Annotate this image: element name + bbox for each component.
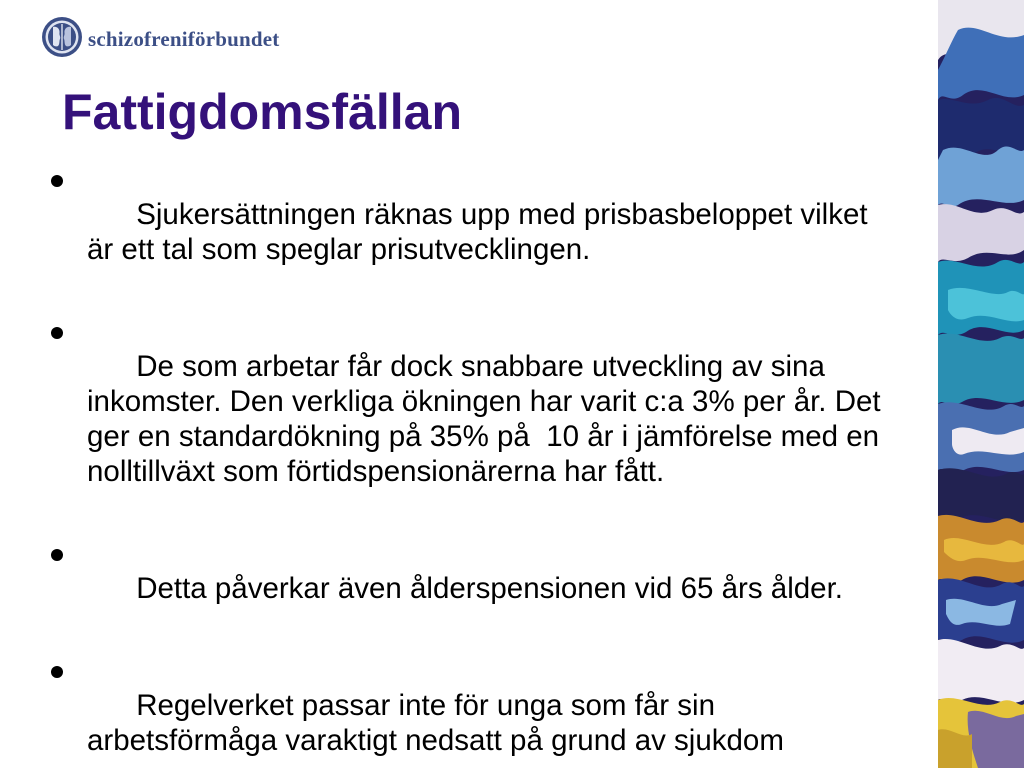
bullet-text: De som arbetar får dock snabbare utveckling av sina inkomster. Den verkliga ökningen har varit c:a 3% per år. Det ger en standardökning på 35% på 10 år i jämförelse med en nolltillväxt som förtidspensionärerna har fått. (87, 350, 889, 488)
bullet-dot-icon (51, 327, 63, 339)
logo-wordmark: schizofreniförbundet (88, 27, 280, 51)
bullet-item (48, 314, 889, 524)
bullet-text: Regelverket passar inte för unga som får sin arbetsförmåga varaktigt nedsatt på grund av sjukdom (87, 689, 784, 757)
logo (38, 12, 308, 62)
bullet-dot-icon (51, 175, 63, 187)
slide-title: Fattigdomsfällan (62, 84, 463, 140)
bullet-item (48, 162, 886, 302)
bullet-dot-icon (51, 549, 63, 561)
bullet-text: Sjukersättningen räknas upp med prisbasbeloppet vilket är ett tal som speglar prisutvecklingen. (87, 198, 876, 266)
decorative-painting (938, 0, 1024, 768)
bullet-list (48, 162, 889, 768)
bullet-dot-icon (51, 666, 63, 678)
bullet-item (48, 536, 886, 641)
face-profile-emblem-icon (40, 15, 84, 59)
bullet-text: Detta påverkar även ålderspensionen vid 65 års ålder. (136, 572, 843, 605)
bullet-item (48, 653, 886, 768)
